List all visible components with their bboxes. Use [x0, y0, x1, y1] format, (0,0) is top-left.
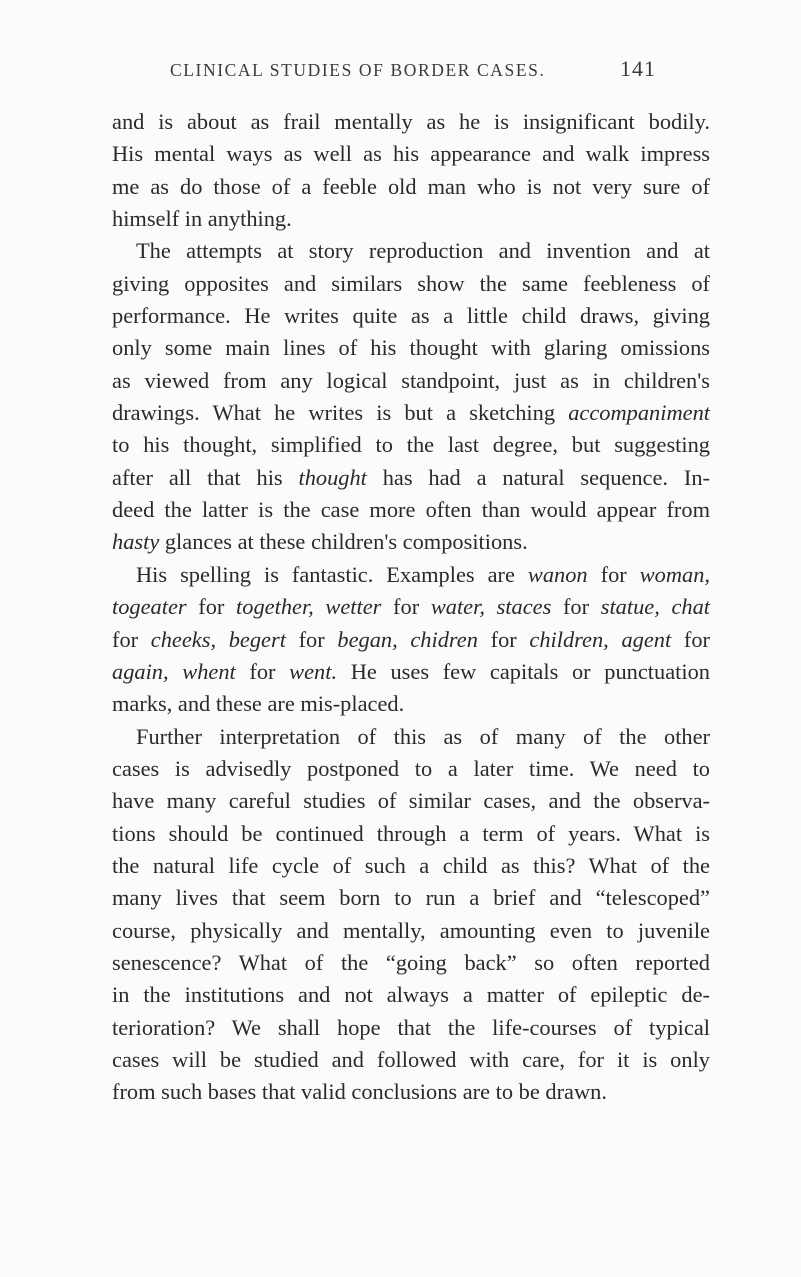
text-run: for	[671, 626, 710, 652]
text-line: me as do those of a feeble old man who is not very sure of	[112, 173, 710, 199]
text-line: only some main lines of his thought with glaring omissions	[112, 335, 710, 361]
text-run: for	[285, 626, 338, 652]
italic-word: went.	[289, 658, 338, 684]
text-line	[112, 656, 710, 688]
text-line: cases will be studied and followed with care, for it is only	[112, 1046, 710, 1072]
text-line	[112, 624, 710, 656]
text-line: course, physically and mentally, amounting even to juvenile	[112, 917, 710, 943]
text-line: marks, and these are mis-placed.	[112, 691, 405, 717]
text-line: to his thought, simplified to the last degree, but suggesting	[112, 432, 710, 458]
text-run: glances at these children's compositions.	[159, 529, 528, 555]
text-line: himself in anything.	[112, 206, 292, 232]
text-line: and is about as frail mentally as he is insignificant bodily.	[112, 109, 710, 134]
text-run: He uses few capitals or punctuation	[337, 658, 710, 684]
text-line: have many careful studies of similar cases, and the observa-	[112, 788, 710, 814]
text-line: terioration? We shall hope that the life-courses of typical	[112, 1014, 710, 1040]
text-line	[112, 526, 710, 558]
text-line: cases is advisedly postponed to a later time. We need to	[112, 755, 710, 781]
text-run: for	[477, 626, 530, 652]
text-run: for	[587, 561, 640, 587]
text-run: for	[235, 658, 290, 684]
text-line: the natural life cycle of such a child as this? What of the	[112, 852, 710, 878]
text-line: His mental ways as well as his appearance and walk impress	[112, 141, 710, 167]
text-line: deed the latter is the case more often than would appear from	[112, 497, 710, 523]
italic-word: water, staces	[430, 594, 552, 620]
text-line: senescence? What of the “going back” so often reported	[112, 949, 710, 975]
text-line: giving opposites and similars show the same feebleness of	[112, 270, 710, 296]
italic-word: togeater	[112, 594, 187, 620]
text-run: His spelling is fantastic. Examples are	[136, 561, 528, 587]
text-run: for	[186, 594, 237, 620]
text-run: for	[551, 594, 601, 620]
text-line	[112, 397, 710, 429]
page-number: 141	[620, 56, 656, 81]
italic-word: cheeks, begert	[150, 626, 286, 652]
text-line	[112, 559, 710, 591]
italic-word: again, whent	[112, 658, 236, 684]
text-line: many lives that seem born to run a brief and “telescoped”	[112, 885, 710, 911]
text-line: Further interpretation of this as of many of the other	[136, 723, 710, 749]
italic-word: together, wetter	[236, 594, 382, 620]
text-run: has had a natural sequence. In-	[366, 464, 710, 490]
text-line	[112, 462, 710, 494]
text-line: performance. He writes quite as a little child draws, giving	[112, 303, 710, 329]
text-line: The attempts at story reproduction and invention and at	[136, 238, 710, 264]
text-run: after all that his	[112, 464, 299, 490]
text-line: tions should be continued through a term of years. What is	[112, 820, 710, 846]
italic-word: wanon	[527, 561, 588, 587]
body-text	[112, 106, 710, 1109]
text-run: for	[381, 594, 431, 620]
text-run: for	[112, 626, 151, 652]
running-head: CLINICAL STUDIES OF BORDER CASES.	[170, 60, 546, 80]
italic-word: woman,	[639, 561, 710, 587]
italic-word: hasty	[112, 529, 160, 555]
italic-word: began, chidren	[337, 626, 478, 652]
text-line	[112, 591, 710, 623]
italic-word: accompaniment	[568, 400, 710, 426]
italic-word: thought	[298, 464, 367, 490]
text-line: in the institutions and not always a matter of epileptic de-	[112, 982, 710, 1008]
text-line: as viewed from any logical standpoint, just as in children's	[112, 367, 710, 393]
text-run: drawings. What he writes is but a sketching	[112, 400, 569, 426]
italic-word: children, agent	[529, 626, 672, 652]
text-line: from such bases that valid conclusions are to be drawn.	[112, 1079, 607, 1105]
italic-word: statue, chat	[600, 594, 711, 620]
